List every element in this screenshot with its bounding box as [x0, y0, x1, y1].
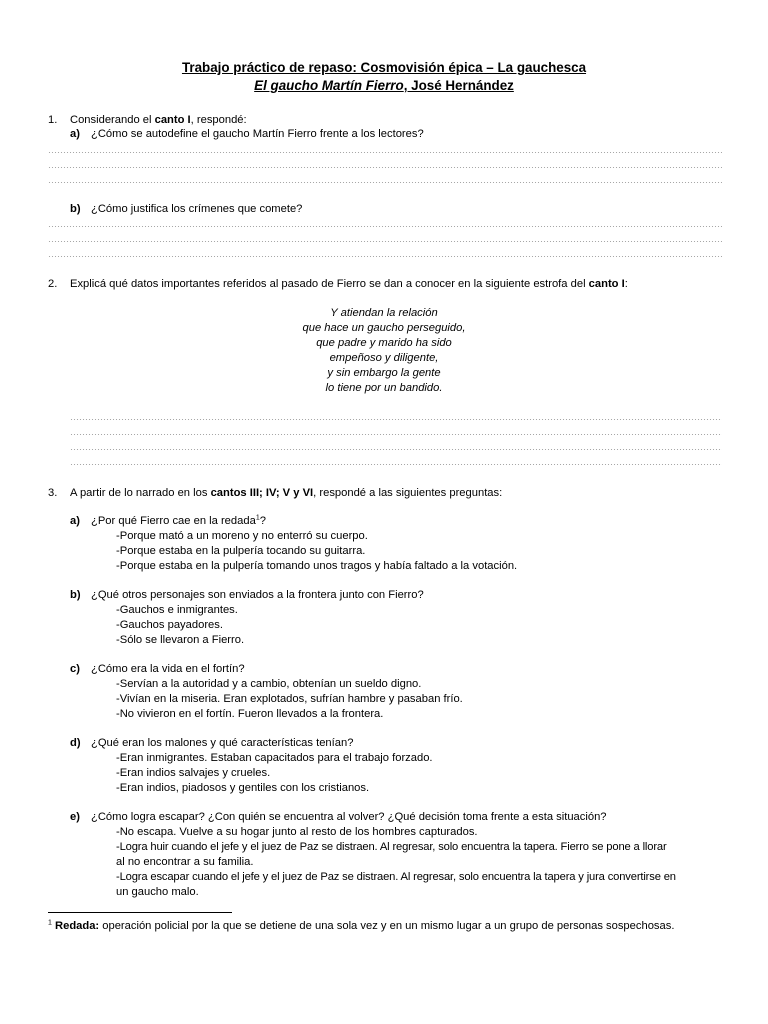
q3c-label: c) — [70, 663, 80, 675]
poem-line: empeñoso y diligente, — [329, 352, 439, 364]
q3b-option: -Gauchos e inmigrantes. — [116, 604, 238, 616]
author: , José Hernández — [403, 78, 514, 93]
q3e-option: -No escapa. Vuelve a su hogar junto al resto de los hombres capturados. — [116, 826, 478, 838]
answer-line — [48, 167, 722, 168]
q3-prompt-post: , respondé a las siguientes preguntas: — [313, 487, 503, 499]
answer-line — [48, 226, 722, 227]
q3a-question-end: ? — [259, 515, 266, 527]
page-title: Trabajo práctico de repaso: Cosmovisión épica – La gauchesca — [181, 60, 587, 75]
q1a-label: a) — [70, 128, 80, 140]
q1-prompt-bold: canto I — [154, 114, 191, 126]
q3a-question-text: ¿Por qué Fierro cae en la redada — [91, 515, 256, 527]
answer-line — [48, 152, 722, 153]
q3-number: 3. — [48, 487, 58, 499]
q3c-question: ¿Cómo era la vida en el fortín? — [91, 663, 245, 675]
q3a-option: -Porque estaba en la pulpería tocando su guitarra. — [116, 545, 366, 557]
q1b-label: b) — [70, 203, 81, 215]
q3e-option-continuation: un gaucho malo. — [116, 886, 199, 898]
q3d-question: ¿Qué eran los malones y qué características tenían? — [91, 737, 354, 749]
q3a-option: -Porque mató a un moreno y no enterró su cuerpo. — [116, 530, 368, 542]
answer-line — [70, 419, 722, 420]
q1a-text: ¿Cómo se autodefine el gaucho Martín Fierro frente a los lectores? — [91, 128, 424, 140]
q3e-option-continuation: al no encontrar a su familia. — [116, 856, 254, 868]
q3b-option: -Sólo se llevaron a Fierro. — [116, 634, 245, 646]
poem-line: y sin embargo la gente — [327, 367, 441, 379]
poem-line: lo tiene por un bandido. — [325, 382, 443, 394]
q3b-option: -Gauchos payadores. — [116, 619, 223, 631]
q3d-option: -Eran indios salvajes y crueles. — [116, 767, 271, 779]
q3c-option: -No vivieron en el fortín. Fueron llevados a la frontera. — [116, 708, 384, 720]
q3-prompt — [70, 487, 502, 499]
q2-prompt — [70, 278, 628, 290]
q3a-option: -Porque estaba en la pulpería tomando unos tragos y había faltado a la votación. — [116, 560, 518, 572]
q2-prompt-bold: canto I — [588, 278, 625, 290]
poem-line: Y atiendan la relación — [330, 307, 438, 319]
q3a-question — [91, 515, 266, 527]
poem-line: que padre y marido ha sido — [316, 337, 452, 349]
answer-line — [48, 182, 722, 183]
q1-number: 1. — [48, 114, 58, 126]
q3b-question: ¿Qué otros personajes son enviados a la frontera junto con Fierro? — [91, 589, 424, 601]
q1-prompt — [70, 114, 247, 126]
poem-line: que hace un gaucho perseguido, — [302, 322, 466, 334]
q3c-option: -Vivían en la miseria. Eran explotados, sufrían hambre y pasaban frío. — [116, 693, 463, 705]
footnote-marker: 1 — [48, 919, 52, 927]
footnote — [48, 920, 674, 932]
footnote-ref: 1 — [255, 514, 260, 522]
work-title: El gaucho Martín Fierro — [254, 78, 404, 93]
q3e-question: ¿Cómo logra escapar? ¿Con quién se encuentra al volver? ¿Qué decisión toma frente a esta situación? — [91, 811, 607, 823]
answer-line — [70, 464, 722, 465]
footnote-term: Redada: — [55, 920, 100, 932]
q3-prompt-pre: A partir de lo narrado en los — [70, 487, 211, 499]
q3b-label: b) — [70, 589, 81, 601]
q1-prompt-post: , respondé: — [190, 114, 247, 126]
footnote-text: operación policial por la que se detiene de una sola vez y en un mismo lugar a un grupo de personas sospechosas. — [99, 920, 675, 932]
q3-prompt-bold: cantos III; IV; V y VI — [210, 487, 314, 499]
q2-prompt-pre: Explicá qué datos importantes referidos al pasado de Fierro se dan a conocer en la siguiente estrofa del — [70, 278, 589, 290]
q3c-option: -Servían a la autoridad y a cambio, obtenían un sueldo digno. — [116, 678, 422, 690]
q3e-option: -Logra huir cuando el jefe y el juez de Paz se distraen. Al regresar, solo encuentra la tapera. Fierro se pone a llorar — [116, 841, 667, 853]
q1-prompt-pre: Considerando el — [70, 114, 155, 126]
q3d-label: d) — [70, 737, 81, 749]
q3d-option: -Eran indios, piadosos y gentiles con los cristianos. — [116, 782, 370, 794]
footnote-separator — [48, 912, 232, 913]
answer-line — [48, 241, 722, 242]
q3e-label: e) — [70, 811, 80, 823]
q3d-option: -Eran inmigrantes. Estaban capacitados para el trabajo forzado. — [116, 752, 433, 764]
q2-prompt-post: : — [624, 278, 628, 290]
q1b-text: ¿Cómo justifica los crímenes que comete? — [91, 203, 303, 215]
answer-line — [70, 449, 722, 450]
q3e-option: -Logra escapar cuando el jefe y el juez de Paz se distraen. Al regresar, solo encuentra la tapera y jura convertirse en — [116, 871, 676, 883]
answer-line — [48, 256, 722, 257]
q2-number: 2. — [48, 278, 58, 290]
page-subtitle — [0, 78, 768, 93]
answer-line — [70, 434, 722, 435]
q3a-label: a) — [70, 515, 80, 527]
